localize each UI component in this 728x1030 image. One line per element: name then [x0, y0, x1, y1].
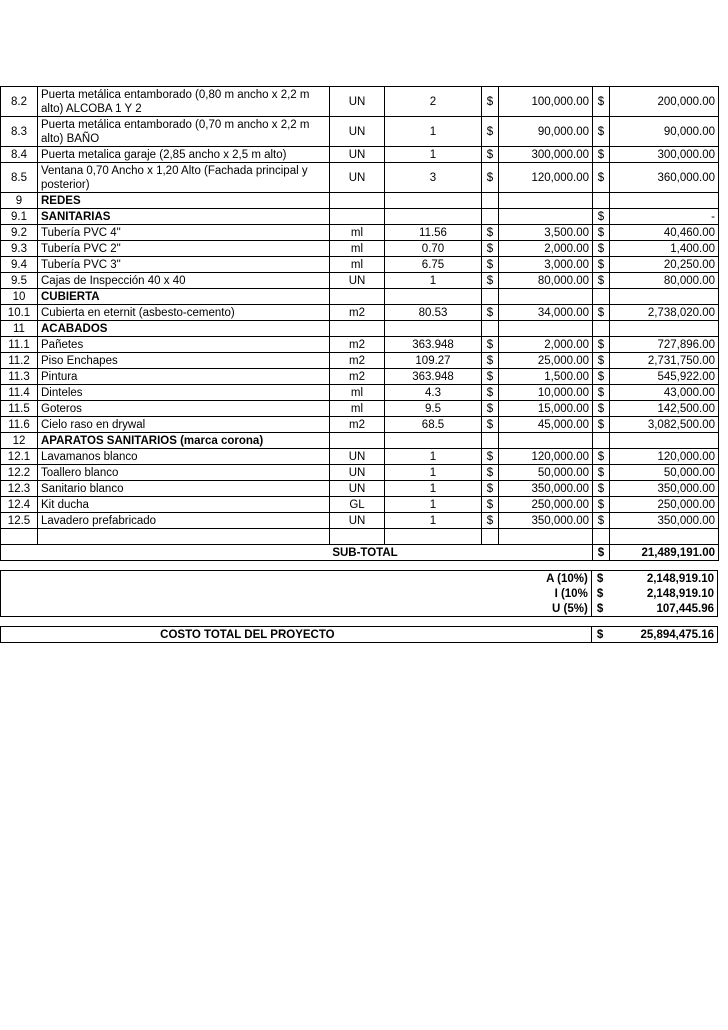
- item-total: 2,731,750.00: [610, 353, 719, 369]
- item-description: Toallero blanco: [38, 465, 330, 481]
- unit-price-currency: $: [482, 117, 499, 147]
- table-row: [1, 321, 719, 337]
- total-currency: $: [593, 117, 610, 147]
- table-row: [1, 193, 719, 209]
- item-quantity: 363.948: [385, 337, 482, 353]
- item-unit: ml: [330, 257, 385, 273]
- item-total: 360,000.00: [610, 163, 719, 193]
- subtotal-currency: $: [593, 545, 610, 561]
- item-description: Puerta metálica entamborado (0,80 m ancho x 2,2 m alto) ALCOBA 1 Y 2: [38, 87, 330, 117]
- item-number: 9: [1, 193, 38, 209]
- item-total: [610, 289, 719, 305]
- aiu-currency: $: [591, 601, 608, 617]
- aiu-row: [1, 586, 718, 601]
- total-label: COSTO TOTAL DEL PROYECTO: [160, 628, 335, 641]
- unit-price-currency: [482, 193, 499, 209]
- item-total: [610, 193, 719, 209]
- unit-price-currency: $: [482, 87, 499, 117]
- item-unit-price: [499, 321, 593, 337]
- item-number: 10.1: [1, 305, 38, 321]
- item-description: REDES: [38, 193, 330, 209]
- item-unit: m2: [330, 337, 385, 353]
- item-number: 11.1: [1, 337, 38, 353]
- item-number: 11: [1, 321, 38, 337]
- item-number: 11.6: [1, 417, 38, 433]
- total-currency: $: [593, 305, 610, 321]
- item-total: 20,250.00: [610, 257, 719, 273]
- item-unit-price: 100,000.00: [499, 87, 593, 117]
- unit-price-currency: $: [482, 225, 499, 241]
- item-description: Cubierta en eternit (asbesto-cemento): [38, 305, 330, 321]
- item-unit-price: 10,000.00: [499, 385, 593, 401]
- item-unit: ml: [330, 225, 385, 241]
- item-total: 43,000.00: [610, 385, 719, 401]
- unit-price-currency: [482, 289, 499, 305]
- item-description: CUBIERTA: [38, 289, 330, 305]
- item-total: 142,500.00: [610, 401, 719, 417]
- item-unit-price: 34,000.00: [499, 305, 593, 321]
- item-total: 3,082,500.00: [610, 417, 719, 433]
- table-row: [1, 147, 719, 163]
- aiu-spacer: [1, 571, 502, 587]
- item-unit-price: 350,000.00: [499, 481, 593, 497]
- item-quantity: 4.3: [385, 385, 482, 401]
- aiu-value: 107,445.96: [608, 601, 717, 617]
- aiu-currency: $: [591, 586, 608, 601]
- unit-price-currency: $: [482, 163, 499, 193]
- item-description: Goteros: [38, 401, 330, 417]
- item-number: 11.2: [1, 353, 38, 369]
- item-quantity: 6.75: [385, 257, 482, 273]
- item-quantity: 1: [385, 513, 482, 529]
- item-quantity: [385, 289, 482, 305]
- aiu-rows: [1, 571, 718, 617]
- item-quantity: 1: [385, 465, 482, 481]
- total-row: [1, 627, 718, 643]
- total-currency: [593, 433, 610, 449]
- unit-price-currency: $: [482, 257, 499, 273]
- budget-rows: [1, 87, 719, 529]
- item-number: 9.4: [1, 257, 38, 273]
- table-row: [1, 353, 719, 369]
- item-number: 9.5: [1, 273, 38, 289]
- item-unit: [330, 433, 385, 449]
- item-number: 11.5: [1, 401, 38, 417]
- unit-price-currency: $: [482, 481, 499, 497]
- aiu-value: 2,148,919.10: [646, 587, 714, 600]
- table-row: [1, 433, 719, 449]
- item-quantity: 0.70: [385, 241, 482, 257]
- item-unit: UN: [330, 273, 385, 289]
- item-unit: UN: [330, 465, 385, 481]
- budget-sheet: [0, 86, 718, 643]
- item-unit: [330, 289, 385, 305]
- item-unit-price: 45,000.00: [499, 417, 593, 433]
- total-value: 25,894,475.16: [640, 628, 714, 641]
- item-quantity: 9.5: [385, 401, 482, 417]
- item-unit-price: 80,000.00: [499, 273, 593, 289]
- aiu-spacer: [1, 586, 502, 601]
- item-number: 8.5: [1, 163, 38, 193]
- item-number: 8.4: [1, 147, 38, 163]
- item-unit: [330, 209, 385, 225]
- item-total: 40,460.00: [610, 225, 719, 241]
- table-row: [1, 117, 719, 147]
- table-row: [1, 513, 719, 529]
- item-unit-price: 300,000.00: [499, 147, 593, 163]
- item-unit-price: 250,000.00: [499, 497, 593, 513]
- item-quantity: [385, 209, 482, 225]
- unit-price-currency: $: [482, 417, 499, 433]
- item-number: 11.3: [1, 369, 38, 385]
- total-currency: $: [593, 273, 610, 289]
- subtotal-label: SUB-TOTAL: [1, 545, 593, 561]
- item-number: 9.2: [1, 225, 38, 241]
- total-currency: $: [591, 627, 608, 643]
- item-description: Puerta metálica entamborado (0,70 m ancho x 2,2 m alto) BAÑO: [38, 117, 330, 147]
- item-unit: [330, 321, 385, 337]
- item-quantity: 1: [385, 481, 482, 497]
- item-description: SANITARIAS: [38, 209, 330, 225]
- unit-price-currency: $: [482, 353, 499, 369]
- unit-price-currency: $: [482, 465, 499, 481]
- item-description: Lavadero prefabricado: [38, 513, 330, 529]
- item-number: 11.4: [1, 385, 38, 401]
- aiu-value: 2,148,919.10: [646, 572, 714, 585]
- item-quantity: 1: [385, 497, 482, 513]
- item-description: Kit ducha: [38, 497, 330, 513]
- aiu-label: U (5%): [552, 602, 588, 615]
- item-quantity: 3: [385, 163, 482, 193]
- item-unit-price: 350,000.00: [499, 513, 593, 529]
- table-row: [1, 401, 719, 417]
- total-currency: $: [593, 449, 610, 465]
- item-quantity: 1: [385, 117, 482, 147]
- total-currency: $: [593, 481, 610, 497]
- unit-price-currency: [482, 433, 499, 449]
- item-quantity: [385, 193, 482, 209]
- item-total: [610, 433, 719, 449]
- item-unit-price: 90,000.00: [499, 117, 593, 147]
- total-currency: $: [593, 513, 610, 529]
- item-description: Piso Enchapes: [38, 353, 330, 369]
- item-number: 9.1: [1, 209, 38, 225]
- item-total: 120,000.00: [610, 449, 719, 465]
- unit-price-currency: $: [482, 449, 499, 465]
- aiu-label: I (10%: [554, 587, 588, 600]
- item-quantity: 1: [385, 147, 482, 163]
- unit-price-currency: $: [482, 337, 499, 353]
- unit-price-currency: $: [482, 273, 499, 289]
- table-row: [1, 465, 719, 481]
- spacer-row: [1, 529, 719, 545]
- table-row: [1, 273, 719, 289]
- table-row: [1, 209, 719, 225]
- item-unit: [330, 193, 385, 209]
- aiu-spacer: [1, 601, 502, 617]
- item-total: 1,400.00: [610, 241, 719, 257]
- item-unit: UN: [330, 147, 385, 163]
- item-unit-price: [499, 433, 593, 449]
- item-number: 12.5: [1, 513, 38, 529]
- item-quantity: 363.948: [385, 369, 482, 385]
- item-number: 10: [1, 289, 38, 305]
- item-number: 12.4: [1, 497, 38, 513]
- item-number: 8.2: [1, 87, 38, 117]
- table-row: [1, 163, 719, 193]
- item-total: 545,922.00: [610, 369, 719, 385]
- table-row: [1, 385, 719, 401]
- table-row: [1, 449, 719, 465]
- item-quantity: 1: [385, 449, 482, 465]
- table-row: [1, 241, 719, 257]
- item-quantity: 68.5: [385, 417, 482, 433]
- item-description: Tubería PVC 3": [38, 257, 330, 273]
- item-quantity: 2: [385, 87, 482, 117]
- aiu-table: [0, 570, 718, 617]
- item-unit-price: 120,000.00: [499, 163, 593, 193]
- item-number: 9.3: [1, 241, 38, 257]
- unit-price-currency: $: [482, 385, 499, 401]
- table-row: [1, 417, 719, 433]
- item-unit: UN: [330, 117, 385, 147]
- item-quantity: 11.56: [385, 225, 482, 241]
- item-unit-price: 3,500.00: [499, 225, 593, 241]
- unit-price-currency: [482, 209, 499, 225]
- table-row: [1, 305, 719, 321]
- total-currency: $: [593, 209, 610, 225]
- item-unit: UN: [330, 449, 385, 465]
- item-quantity: 80.53: [385, 305, 482, 321]
- item-unit: ml: [330, 385, 385, 401]
- total-currency: $: [593, 417, 610, 433]
- item-total: 350,000.00: [610, 481, 719, 497]
- unit-price-currency: [482, 321, 499, 337]
- total-currency: $: [593, 497, 610, 513]
- item-unit-price: 50,000.00: [499, 465, 593, 481]
- item-description: Tubería PVC 2": [38, 241, 330, 257]
- item-description: Sanitario blanco: [38, 481, 330, 497]
- unit-price-currency: $: [482, 241, 499, 257]
- subtotal-row: [1, 545, 719, 561]
- item-total: [610, 321, 719, 337]
- total-currency: $: [593, 241, 610, 257]
- table-row: [1, 481, 719, 497]
- aiu-row: [1, 571, 718, 587]
- total-table: [0, 626, 718, 643]
- aiu-currency: $: [591, 571, 608, 587]
- item-number: 8.3: [1, 117, 38, 147]
- unit-price-currency: $: [482, 147, 499, 163]
- item-description: APARATOS SANITARIOS (marca corona): [38, 433, 330, 449]
- total-currency: [593, 321, 610, 337]
- table-row: [1, 289, 719, 305]
- item-description: ACABADOS: [38, 321, 330, 337]
- item-unit: ml: [330, 401, 385, 417]
- item-total: 90,000.00: [610, 117, 719, 147]
- item-description: Cielo raso en drywal: [38, 417, 330, 433]
- item-unit-price: 25,000.00: [499, 353, 593, 369]
- total-currency: [593, 193, 610, 209]
- item-total: 250,000.00: [610, 497, 719, 513]
- item-total: 350,000.00: [610, 513, 719, 529]
- item-quantity: [385, 321, 482, 337]
- unit-price-currency: $: [482, 513, 499, 529]
- item-number: 12.3: [1, 481, 38, 497]
- item-unit-price: 3,000.00: [499, 257, 593, 273]
- table-row: [1, 225, 719, 241]
- total-currency: $: [593, 353, 610, 369]
- item-total: 50,000.00: [610, 465, 719, 481]
- item-description: Pintura: [38, 369, 330, 385]
- aiu-row: [1, 601, 718, 617]
- item-quantity: 1: [385, 273, 482, 289]
- item-unit-price: [499, 209, 593, 225]
- item-unit-price: 2,000.00: [499, 337, 593, 353]
- item-unit: m2: [330, 369, 385, 385]
- item-description: Ventana 0,70 Ancho x 1,20 Alto (Fachada principal y posterior): [38, 163, 330, 193]
- item-total: 80,000.00: [610, 273, 719, 289]
- total-currency: $: [593, 147, 610, 163]
- total-currency: [593, 289, 610, 305]
- item-description: Dinteles: [38, 385, 330, 401]
- item-description: Lavamanos blanco: [38, 449, 330, 465]
- item-description: Pañetes: [38, 337, 330, 353]
- item-unit: GL: [330, 497, 385, 513]
- item-total: 300,000.00: [610, 147, 719, 163]
- table-row: [1, 497, 719, 513]
- item-unit: m2: [330, 305, 385, 321]
- item-unit: UN: [330, 481, 385, 497]
- total-currency: $: [593, 465, 610, 481]
- item-number: 12.2: [1, 465, 38, 481]
- table-row: [1, 257, 719, 273]
- item-total: 200,000.00: [610, 87, 719, 117]
- total-currency: $: [593, 401, 610, 417]
- total-currency: $: [593, 385, 610, 401]
- budget-table: [0, 86, 719, 561]
- total-currency: $: [593, 87, 610, 117]
- item-unit: m2: [330, 353, 385, 369]
- total-currency: $: [593, 369, 610, 385]
- item-unit: UN: [330, 513, 385, 529]
- item-total: 727,896.00: [610, 337, 719, 353]
- table-row: [1, 87, 719, 117]
- item-unit: UN: [330, 87, 385, 117]
- item-unit: ml: [330, 241, 385, 257]
- total-currency: $: [593, 163, 610, 193]
- unit-price-currency: $: [482, 497, 499, 513]
- item-quantity: 109.27: [385, 353, 482, 369]
- item-quantity: [385, 433, 482, 449]
- item-description: Puerta metalica garaje (2,85 ancho x 2,5 m alto): [38, 147, 330, 163]
- item-unit: m2: [330, 417, 385, 433]
- item-unit-price: 2,000.00: [499, 241, 593, 257]
- item-unit-price: 120,000.00: [499, 449, 593, 465]
- item-unit-price: 1,500.00: [499, 369, 593, 385]
- unit-price-currency: $: [482, 305, 499, 321]
- table-row: [1, 337, 719, 353]
- subtotal-value: 21,489,191.00: [610, 545, 719, 561]
- item-unit-price: [499, 289, 593, 305]
- total-currency: $: [593, 257, 610, 273]
- item-number: 12.1: [1, 449, 38, 465]
- item-description: Tubería PVC 4": [38, 225, 330, 241]
- item-unit: UN: [330, 163, 385, 193]
- unit-price-currency: $: [482, 369, 499, 385]
- item-unit-price: 15,000.00: [499, 401, 593, 417]
- item-number: 12: [1, 433, 38, 449]
- item-description: Cajas de Inspección 40 x 40: [38, 273, 330, 289]
- table-row: [1, 369, 719, 385]
- unit-price-currency: $: [482, 401, 499, 417]
- item-unit-price: [499, 193, 593, 209]
- total-currency: $: [593, 225, 610, 241]
- aiu-label: A (10%): [546, 572, 588, 585]
- item-total: 2,738,020.00: [610, 305, 719, 321]
- item-total: -: [610, 209, 719, 225]
- total-currency: $: [593, 337, 610, 353]
